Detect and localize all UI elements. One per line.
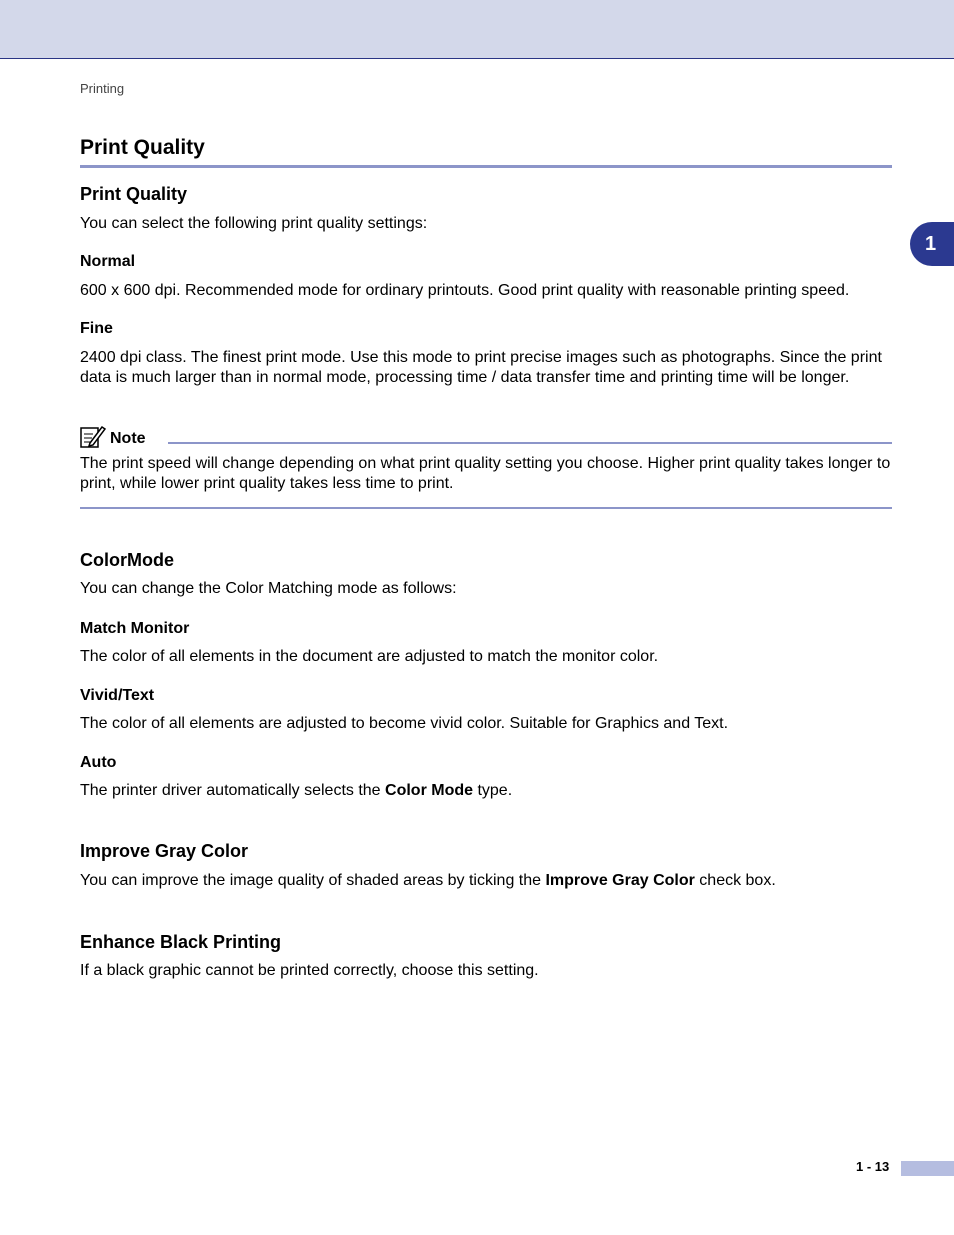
footer-bar xyxy=(901,1161,954,1176)
normal-text: 600 x 600 dpi. Recommended mode for ordinary printouts. Good print quality with reasonable printing speed. xyxy=(80,282,850,299)
improve-gray-text: You can improve the image quality of shaded areas by ticking the Improve Gray Color check box. xyxy=(80,872,776,889)
fine-text: 2400 dpi class. The finest print mode. Use this mode to print precise images such as photographs. Since the print data is much larger than in normal mode, processing time / data transfer time and printing time will be longer. xyxy=(80,349,882,386)
section-heading-colormode: ColorMode xyxy=(80,550,174,570)
color-mode-term: Color Mode xyxy=(385,782,474,799)
note-text: The print speed will change depending on what print quality setting you choose. Higher print quality takes longer to print, while lower print quality takes less time to print. xyxy=(80,455,891,492)
section-heading-print-quality: Print Quality xyxy=(80,184,188,204)
header-band xyxy=(0,0,954,59)
vivid-text-label: Vivid/Text xyxy=(80,687,155,704)
chapter-tab: 1 xyxy=(910,222,954,266)
title-rule xyxy=(80,165,892,168)
running-head: Printing xyxy=(80,81,125,96)
page-title: Print Quality xyxy=(80,136,205,159)
note-rule-bottom xyxy=(80,507,892,509)
normal-label: Normal xyxy=(80,253,136,270)
improve-gray-term: Improve Gray Color xyxy=(545,872,695,889)
match-monitor-label: Match Monitor xyxy=(80,620,190,637)
print-quality-intro: You can select the following print quality settings: xyxy=(80,215,428,232)
match-monitor-text: The color of all elements in the document are adjusted to match the monitor color. xyxy=(80,648,659,665)
colormode-intro: You can change the Color Matching mode as follows: xyxy=(80,580,457,597)
auto-label: Auto xyxy=(80,754,117,771)
auto-text: The printer driver automatically selects the Color Mode type. xyxy=(80,782,513,799)
section-heading-improve-gray: Improve Gray Color xyxy=(80,841,249,861)
page-number: 1 - 13 xyxy=(856,1159,890,1174)
vivid-text-text: The color of all elements are adjusted to become vivid color. Suitable for Graphics and Text. xyxy=(80,715,729,732)
section-heading-enhance-black: Enhance Black Printing xyxy=(80,932,282,952)
enhance-black-text: If a black graphic cannot be printed correctly, choose this setting. xyxy=(80,962,539,979)
note-label: Note xyxy=(110,430,146,447)
fine-label: Fine xyxy=(80,320,113,337)
note-icon xyxy=(80,425,106,449)
note-rule-top xyxy=(168,442,892,444)
